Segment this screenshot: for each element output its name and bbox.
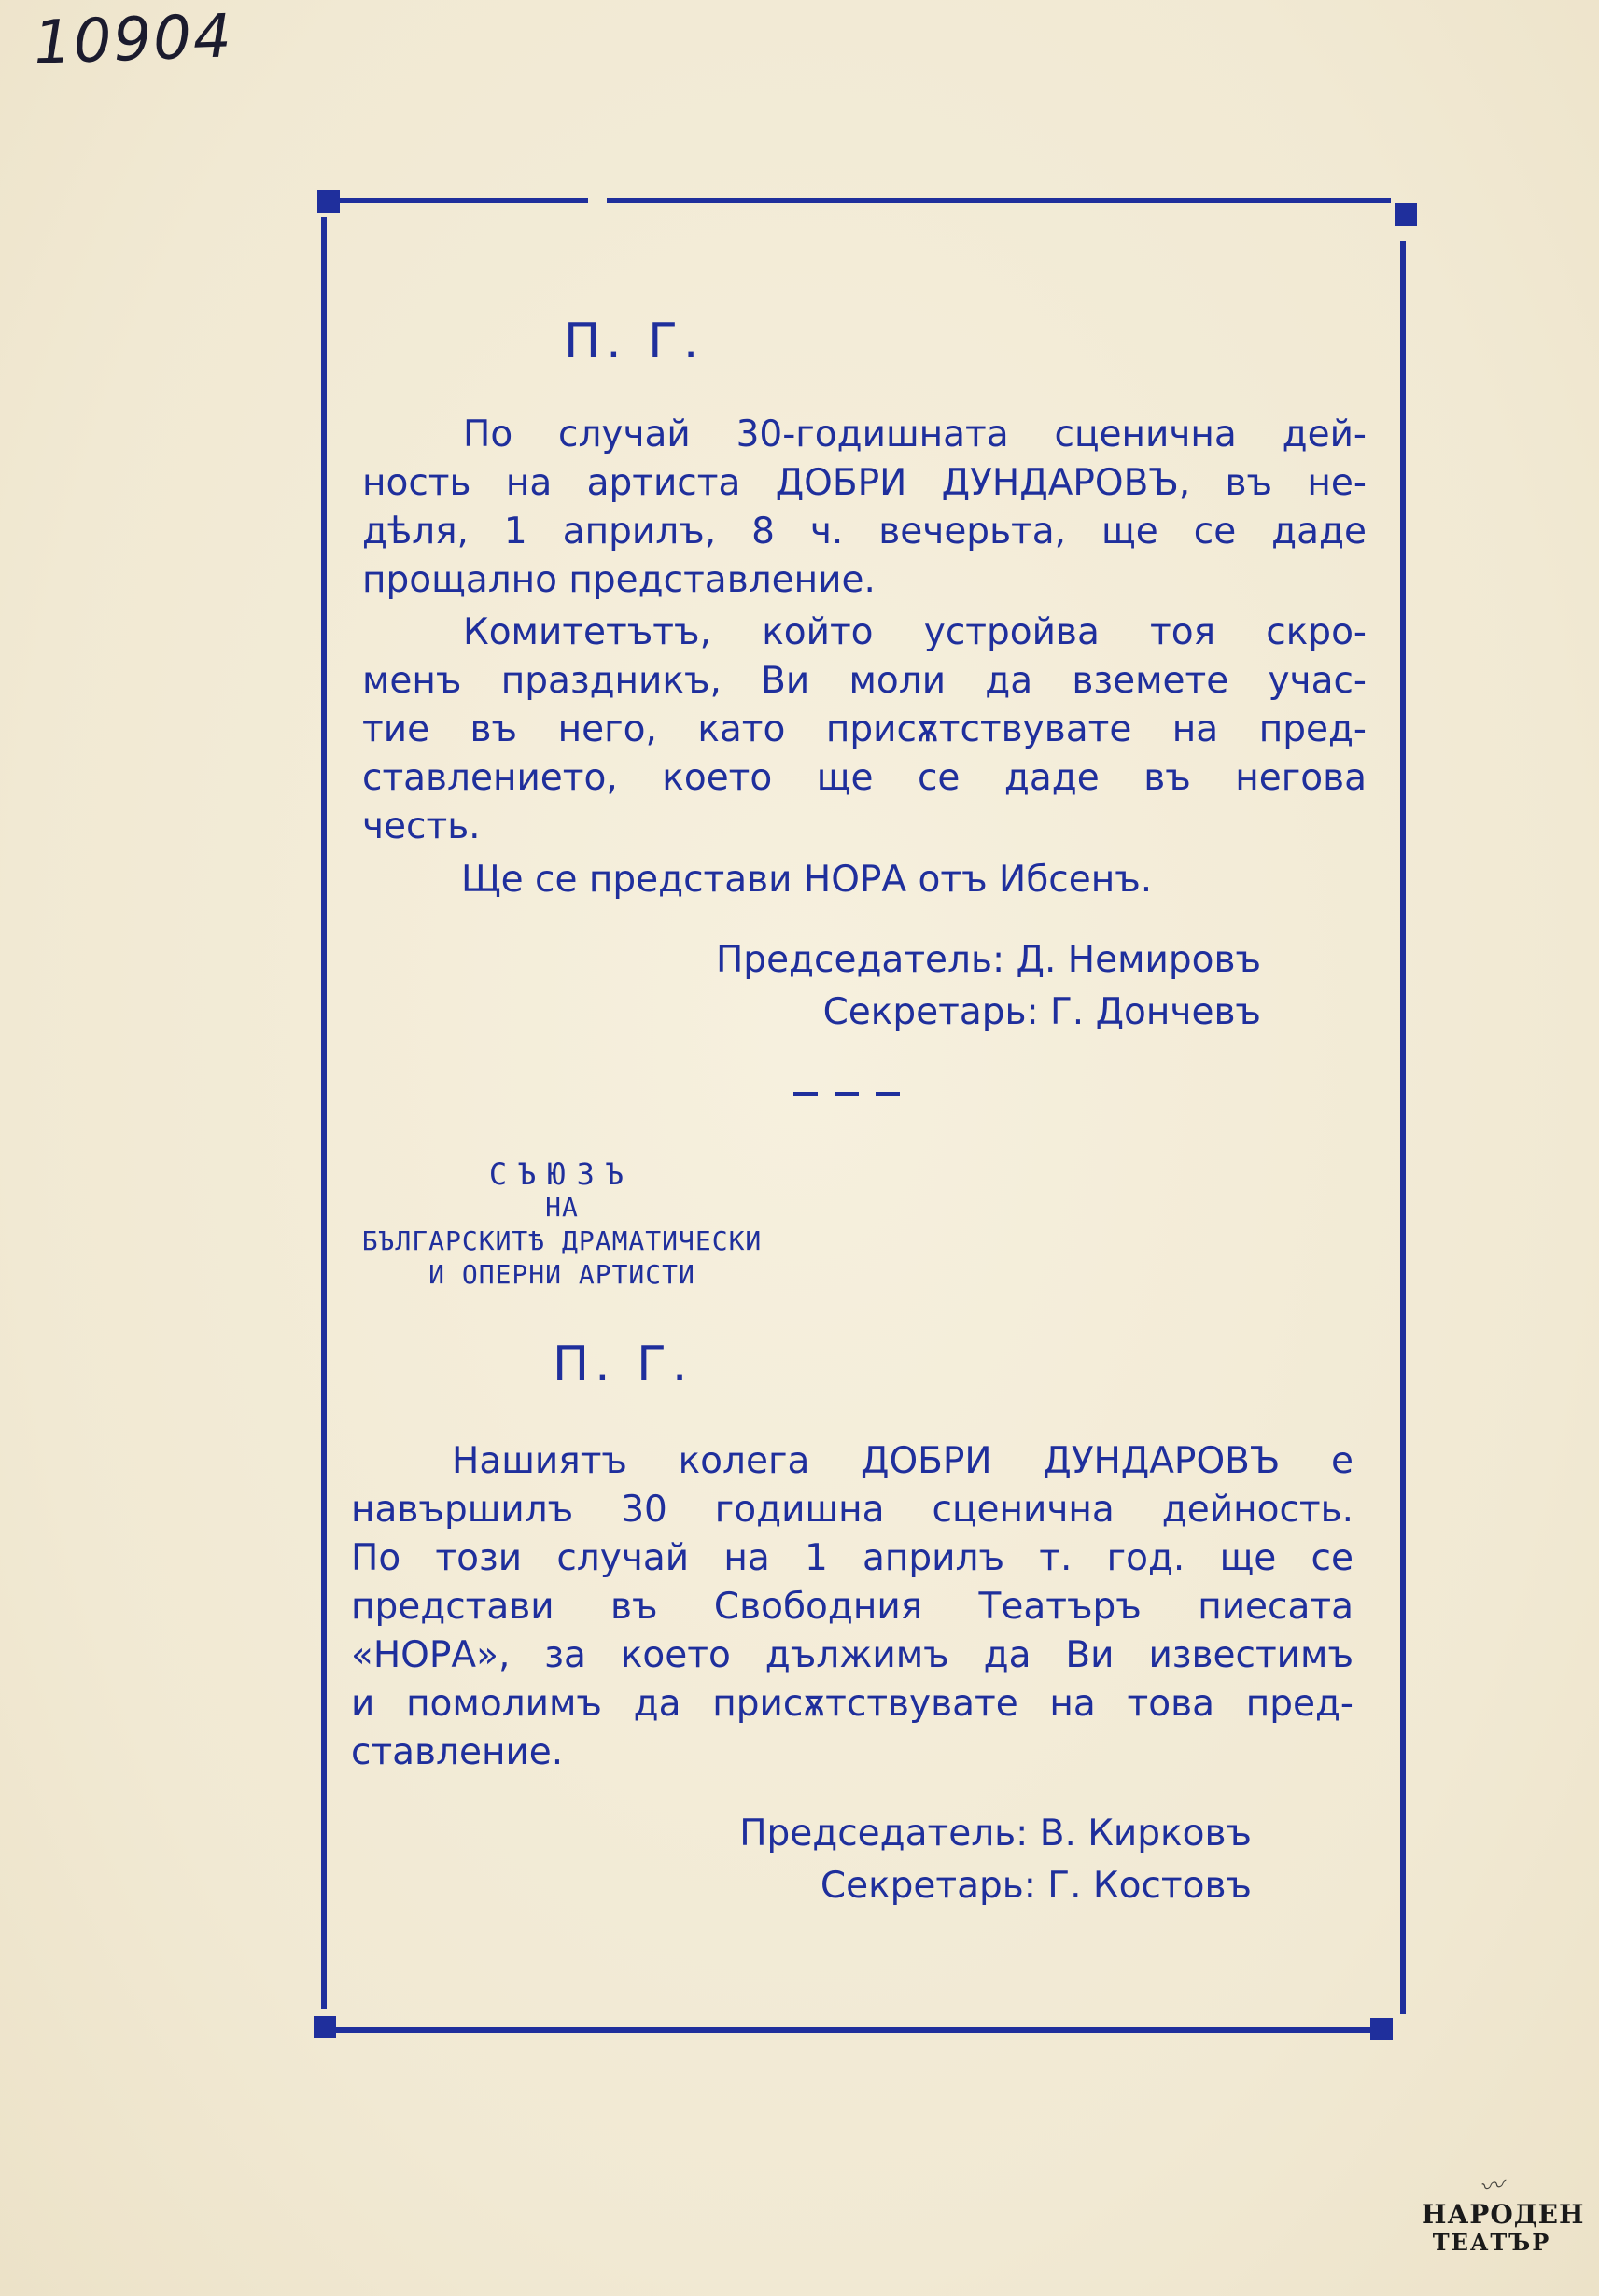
union-name-line: НА — [545, 1192, 579, 1223]
paragraph-line: Комитетътъ, който устройва тоя скро- — [463, 611, 1367, 653]
frame-corner-bottom-right — [1370, 2018, 1393, 2040]
archive-number: 10904 — [32, 2, 234, 78]
invitation-paragraph-2 — [362, 609, 1367, 851]
union-name-line: СЪЮЗЪ — [488, 1156, 636, 1192]
paragraph-line: и помолимъ да присѫтствувате на това пред- — [351, 1683, 1354, 1725]
frame-corner-bottom-left — [314, 2016, 336, 2038]
paragraph-line: тие въ него, като присѫтствувате на пред- — [362, 708, 1367, 750]
union-name-line: БЪЛГАРСКИТѢ ДРАМАТИЧЕСКИ — [361, 1225, 763, 1256]
union-name-line: И ОПЕРНИ АРТИСТИ — [428, 1259, 695, 1290]
paragraph-line: ставление. — [351, 1731, 564, 1773]
union-heading — [347, 1157, 777, 1292]
frame-top-right-segment — [607, 198, 1391, 203]
invitation-secretary: Секретарь: Г. Дончевъ — [822, 991, 1261, 1033]
invitation-play-announcement: Ще се представи НОРА отъ Ибсенъ. — [461, 859, 1153, 901]
invitation-salutation: П. Г. — [564, 314, 705, 370]
logo-line-2: ТЕАТЪР — [1432, 2229, 1551, 2256]
invitation-chairman: Председатель: Д. Немировъ — [715, 939, 1261, 981]
separator-dash — [835, 1092, 859, 1096]
signature-mark: 〰 — [1478, 2171, 1506, 2203]
frame-top-left-segment — [336, 198, 588, 203]
paragraph-line: честь. — [362, 805, 481, 847]
paragraph-line: По този случай на 1 априлъ т. год. ще се — [351, 1537, 1354, 1579]
logo-line-1: НАРОДЕН — [1422, 2199, 1585, 2230]
paragraph-line: менъ праздникъ, Ви моли да вземете учас- — [362, 660, 1367, 702]
union-secretary: Секретарь: Г. Костовъ — [820, 1865, 1252, 1907]
paragraph-line: ставлението, което ще се даде въ негова — [362, 757, 1367, 799]
paragraph-line: прощално представление. — [362, 559, 876, 601]
paragraph-line: «НОРА», за което дължимъ да Ви известимъ — [351, 1634, 1354, 1676]
national-theatre-logo — [1422, 2171, 1585, 2257]
paragraph-line: представи въ Свободния Театъръ пиесата — [351, 1586, 1354, 1628]
union-chairman: Председатель: В. Кирковъ — [739, 1813, 1252, 1855]
paragraph-line: ность на артиста ДОБРИ ДУНДАРОВЪ, въ не- — [362, 462, 1367, 504]
paragraph-line: навършилъ 30 годишна сценична дейность. — [351, 1489, 1354, 1531]
union-paragraph — [351, 1437, 1354, 1777]
union-salutation: П. Г. — [553, 1337, 694, 1393]
separator-dash — [793, 1092, 818, 1096]
frame-bottom — [336, 2027, 1372, 2033]
invitation-paragraph-1 — [362, 411, 1367, 605]
separator-dash — [876, 1092, 900, 1096]
frame-right — [1400, 241, 1406, 2014]
frame-corner-top-left — [317, 190, 340, 213]
paragraph-line: дѣля, 1 априлъ, 8 ч. вечерьта, ще се даде — [362, 511, 1367, 553]
frame-corner-top-right — [1395, 203, 1417, 226]
paragraph-line: Нашиятъ колега ДОБРИ ДУНДАРОВЪ е — [452, 1440, 1354, 1482]
paragraph-line: По случай 30-годишната сценична дей- — [463, 413, 1367, 455]
frame-left — [321, 217, 327, 2009]
